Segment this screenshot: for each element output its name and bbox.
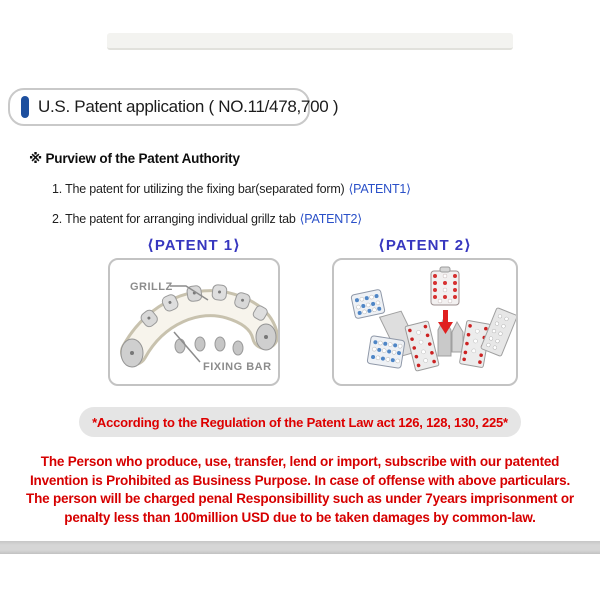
legal-warning-paragraph <box>22 453 578 527</box>
patent2-figure-box <box>332 258 518 386</box>
frame-red-panel-left <box>405 321 439 371</box>
list-item-patent2 <box>52 211 362 226</box>
blue-grillz-tab <box>351 289 385 319</box>
purview-heading: ※ Purview of the Patent Authority <box>29 151 240 166</box>
list-item-patent1 <box>52 181 411 196</box>
warning-line: The Person who produce, use, transfer, lend or import, subscribe with our patented <box>40 454 560 469</box>
patent2-link[interactable]: ⟨PATENT2⟩ <box>299 212 362 226</box>
rivet-dot <box>130 351 134 355</box>
list-item-text: 1. The patent for utilizing the fixing bar(separated form) <box>52 182 345 196</box>
patent-application-header <box>8 88 339 126</box>
patent2-title: ⟨PATENT 2⟩ <box>378 237 472 254</box>
patent-law-notice-text: *According to the Regulation of the Patent Law act 126, 128, 130, 225* <box>92 414 508 430</box>
patent-law-notice-band <box>79 407 521 437</box>
fixing-bar-label: FIXING BAR <box>203 361 272 373</box>
warning-line: penalty less than 100million USD due to be taken damages by common-law. <box>64 509 536 525</box>
blue-accent-bar <box>21 96 29 118</box>
grillz-label: GRILLZ <box>130 281 173 293</box>
patent1-grillz-illustration <box>110 260 278 384</box>
warning-line: Invention is Prohibited as Business Purpose. In case of offense with above particulars. <box>30 472 570 488</box>
list-item-text: 2. The patent for arranging individual grillz tab <box>52 212 296 226</box>
rivet-dot <box>264 335 268 339</box>
page-title: U.S. Patent application ( NO.11/478,700 ) <box>38 97 339 116</box>
bottom-decoration-bar <box>0 541 600 554</box>
patent1-figure-box <box>108 258 280 386</box>
warning-line: The person will be charged penal Responsibillity such as under 7years imprisonment or <box>26 491 574 506</box>
blue-grillz-tab <box>367 336 405 369</box>
patent1-title: ⟨PATENT 1⟩ <box>147 237 241 254</box>
frame-center-tooth <box>452 322 463 352</box>
top-decoration-strip <box>107 33 513 50</box>
red-grillz-tab <box>431 267 459 305</box>
patent1-link[interactable]: ⟨PATENT1⟩ <box>348 182 411 196</box>
patent2-grillz-illustration <box>334 260 516 384</box>
